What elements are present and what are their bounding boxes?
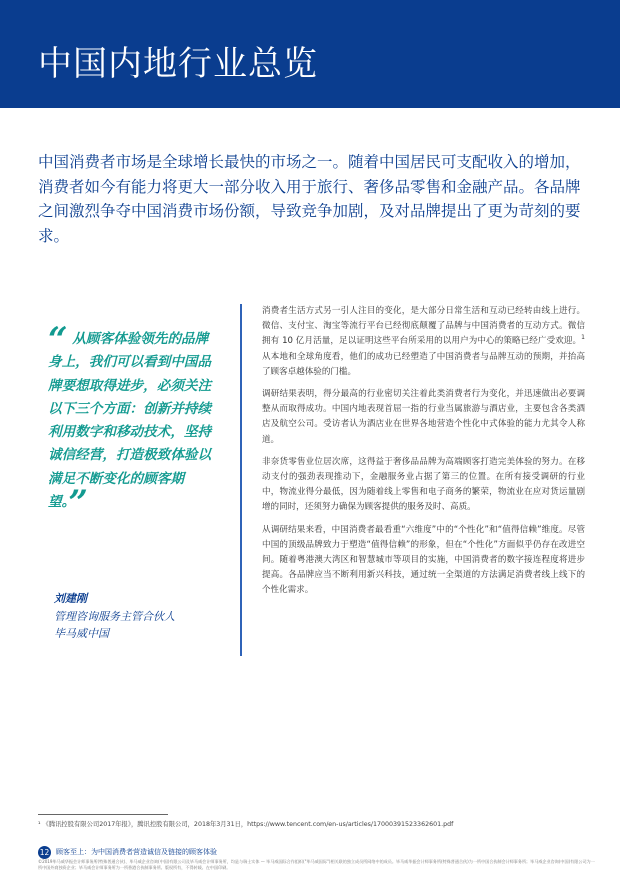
body-paragraph-3: 非奈货零售业位居次席，这得益于奢侈品品牌为高端顾客打造完美体验的努力。在移动支付的强劲表现推动下，金融服务业占据了第三的位置。在所有接受调研的行业中，物流业得分最低，因为随着线上零售和电子商务的繁荣，物流业在应对货运量剧增的同时，还须努力确保为顾客提供的服务及时、高质。 — [262, 456, 585, 513]
body-paragraph-1: 消费者生活方式另一引人注目的变化，是大部分日常生活和互动已经转由线上进行。微信、支付宝、淘宝等流行平台已经彻底颠覆了品牌与中国消费者的互动方式。微信拥有 10 亿月活量，足以证明这些平台所采用的以用户为中心的策略已经广受欢迎。$^1$从本地和全球角度看，他们的成功已经塑造了中国消费者与品牌互动的预期，并抬高了顾客卓越体验的门槛。 — [262, 306, 585, 377]
body-paragraph-2: 调研结果表明，得分最高的行业密切关注着此类消费者行为变化，并迅速做出必要调整从而取得成功。中国内地表现首屈一指的行业当属旅游与酒店业，主要包含各类酒店及航空公司。受访者认为酒店业在世界各地营造个性化中式体验的能力尤其令人称道。 — [262, 389, 585, 445]
open-quote-mark: “ — [48, 320, 68, 360]
pull-quote — [48, 320, 218, 524]
footer-legal-text: ©2019毕马威华振会计师事务所(特殊普通合伙)、毕马威企业咨询(中国)有限公司及毕马威会计师事务所，均是与瑞士实体 — 毕马威国际合作组织("毕马威国际")相关联的独立成员所网络中的成员。毕马威华振会计师事务所(特殊普通合伙)为一所中国合伙制会计师事务所；毕马威企业咨询(中国)有限公司为一所中国外商独资企业；毕马威会计师事务所为一所香港合伙制事务所。版权所有，不得转载。在中国印刷。 — [38, 859, 595, 871]
close-quote-mark: ” — [68, 483, 88, 524]
attribution-name: 刘建刚 — [54, 592, 87, 605]
body-column — [262, 304, 585, 606]
attribution-org: 毕马威中国 — [54, 627, 109, 640]
quote-text: 从顾客体验领先的品牌身上，我们可以看到中国品牌要想取得进步，必须关注以下三个方面：创新并持续利用数字和移动技术，坚持诚信经营，打造极致体验以满足不断变化的顾客期望。 — [48, 331, 212, 511]
footnote-ref[interactable]: 1 — [581, 334, 585, 342]
page-number: 12 — [39, 848, 50, 857]
footer-report-title: 顾客至上：为中国消费者营造诚信及链接的顾客体验 — [56, 848, 217, 856]
page-title: 中国内地行业总览 — [38, 44, 318, 84]
intro-paragraph: 中国消费者市场是全球增长最快的市场之一。随着中国居民可支配收入的增加，消费者如今有能力将更大一部分收入用于旅行、奢侈品零售和金融产品。各品牌之间激烈争夺中国消费市场份额，导致竞争加剧，及对品牌提出了更为苛刻的要求。 — [38, 153, 581, 245]
footnote-rule — [38, 814, 168, 815]
quote-attribution — [54, 590, 224, 643]
attribution-role: 管理咨询服务主管合伙人 — [54, 609, 175, 623]
body-paragraph-4: 从调研结果来看，中国消费者最看重“六维度”中的“个性化”和“值得信赖”维度。尽管中国的顶级品牌致力于塑造“值得信赖”的形象，但在“个性化”方面似乎仍存在改进空间。随着粤港澳大湾区和智慧城市等项目的实施，中国消费者的数字接连程度将进步提高。各品牌应当不断利用新兴科技，通过统一全渠道的方法满足消费者线上线下的个性化需求。 — [262, 524, 585, 596]
column-divider — [240, 304, 242, 656]
header-banner — [0, 0, 620, 108]
footnote: ¹ 《腾讯控股有限公司2017年报》，腾讯控股有限公司，2018年3月31日，https://www.tencent.com/en-us/articles/17000391523362601.pdf — [38, 821, 454, 828]
